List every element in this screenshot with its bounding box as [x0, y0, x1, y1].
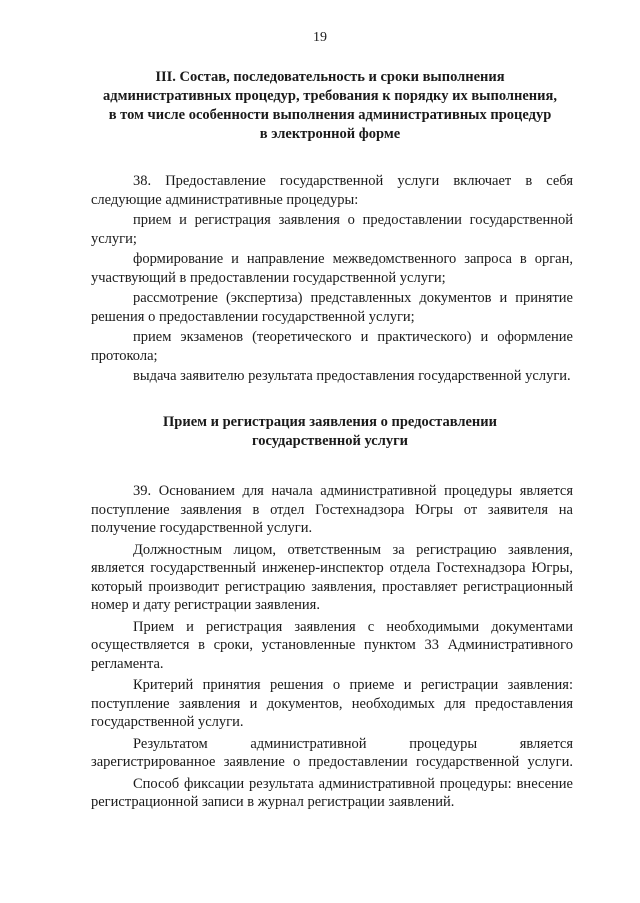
section-heading-line: административных процедур, требования к порядку их выполнения, [103, 88, 557, 104]
procedure-item: выдача заявителю результата предоставления государственной услуги. [133, 368, 571, 384]
clause-38-intro: 38. Предоставление государственной услуги включает в себя следующие административные процедуры: [91, 173, 573, 208]
page-number: 19 [313, 30, 327, 45]
section-heading [60, 68, 600, 144]
clause-38 [91, 172, 573, 388]
subsection-heading-line: государственной услуги [251, 433, 409, 449]
section-heading-line: в электронной форме [259, 126, 401, 142]
section-heading-line: III. Состав, последовательность и сроки выполнения [155, 69, 505, 85]
clause-39-paragraph: Прием и регистрация заявления с необходимыми документами осуществляется в сроки, установленные пунктом 33 Административного регламента. [91, 618, 573, 672]
subsection-heading-line: Прием и регистрация заявления о предоставлении [163, 414, 497, 430]
procedure-item: прием и регистрация заявления о предоставлении государственной услуги; [91, 212, 573, 247]
clause-39-paragraph: Способ фиксации результата административной процедуры: внесение регистрационной записи в журнал регистрации заявлений. [91, 775, 573, 810]
clause-39-paragraph: Критерий принятия решения о приеме и регистрации заявления: поступление заявления и документов, необходимых для предоставления государственной услуги. [91, 677, 573, 730]
procedure-item: рассмотрение (экспертиза) представленных документов и принятие решения о предоставлении государственной услуги; [91, 290, 573, 325]
clause-39-paragraph: 39. Основанием для начала административной процедуры является поступление заявления в отдел Гостехнадзора Югры от заявителя на получение государственной услуги. [91, 483, 573, 536]
clause-39-paragraph: Результатом административной процедуры является зарегистрированное заявление о предоставлении государственной услуги. [91, 735, 573, 770]
procedure-item: прием экзаменов (теоретического и практического) и оформление протокола; [91, 329, 573, 364]
subsection-heading [60, 413, 600, 451]
procedure-item: формирование и направление межведомственного запроса в орган, участвующий в предоставлении государственной услуги; [91, 251, 573, 286]
clause-39-paragraph: Должностным лицом, ответственным за регистрацию заявления, является государственный инженер-инспектор отдела Гостехнадзора Югры, который производит регистрацию заявления, проставляет регистрационный номер и дату регистрации заявления. [91, 541, 573, 613]
section-heading-line: в том числе особенности выполнения административных процедур [108, 107, 552, 123]
clause-39 [91, 482, 573, 815]
